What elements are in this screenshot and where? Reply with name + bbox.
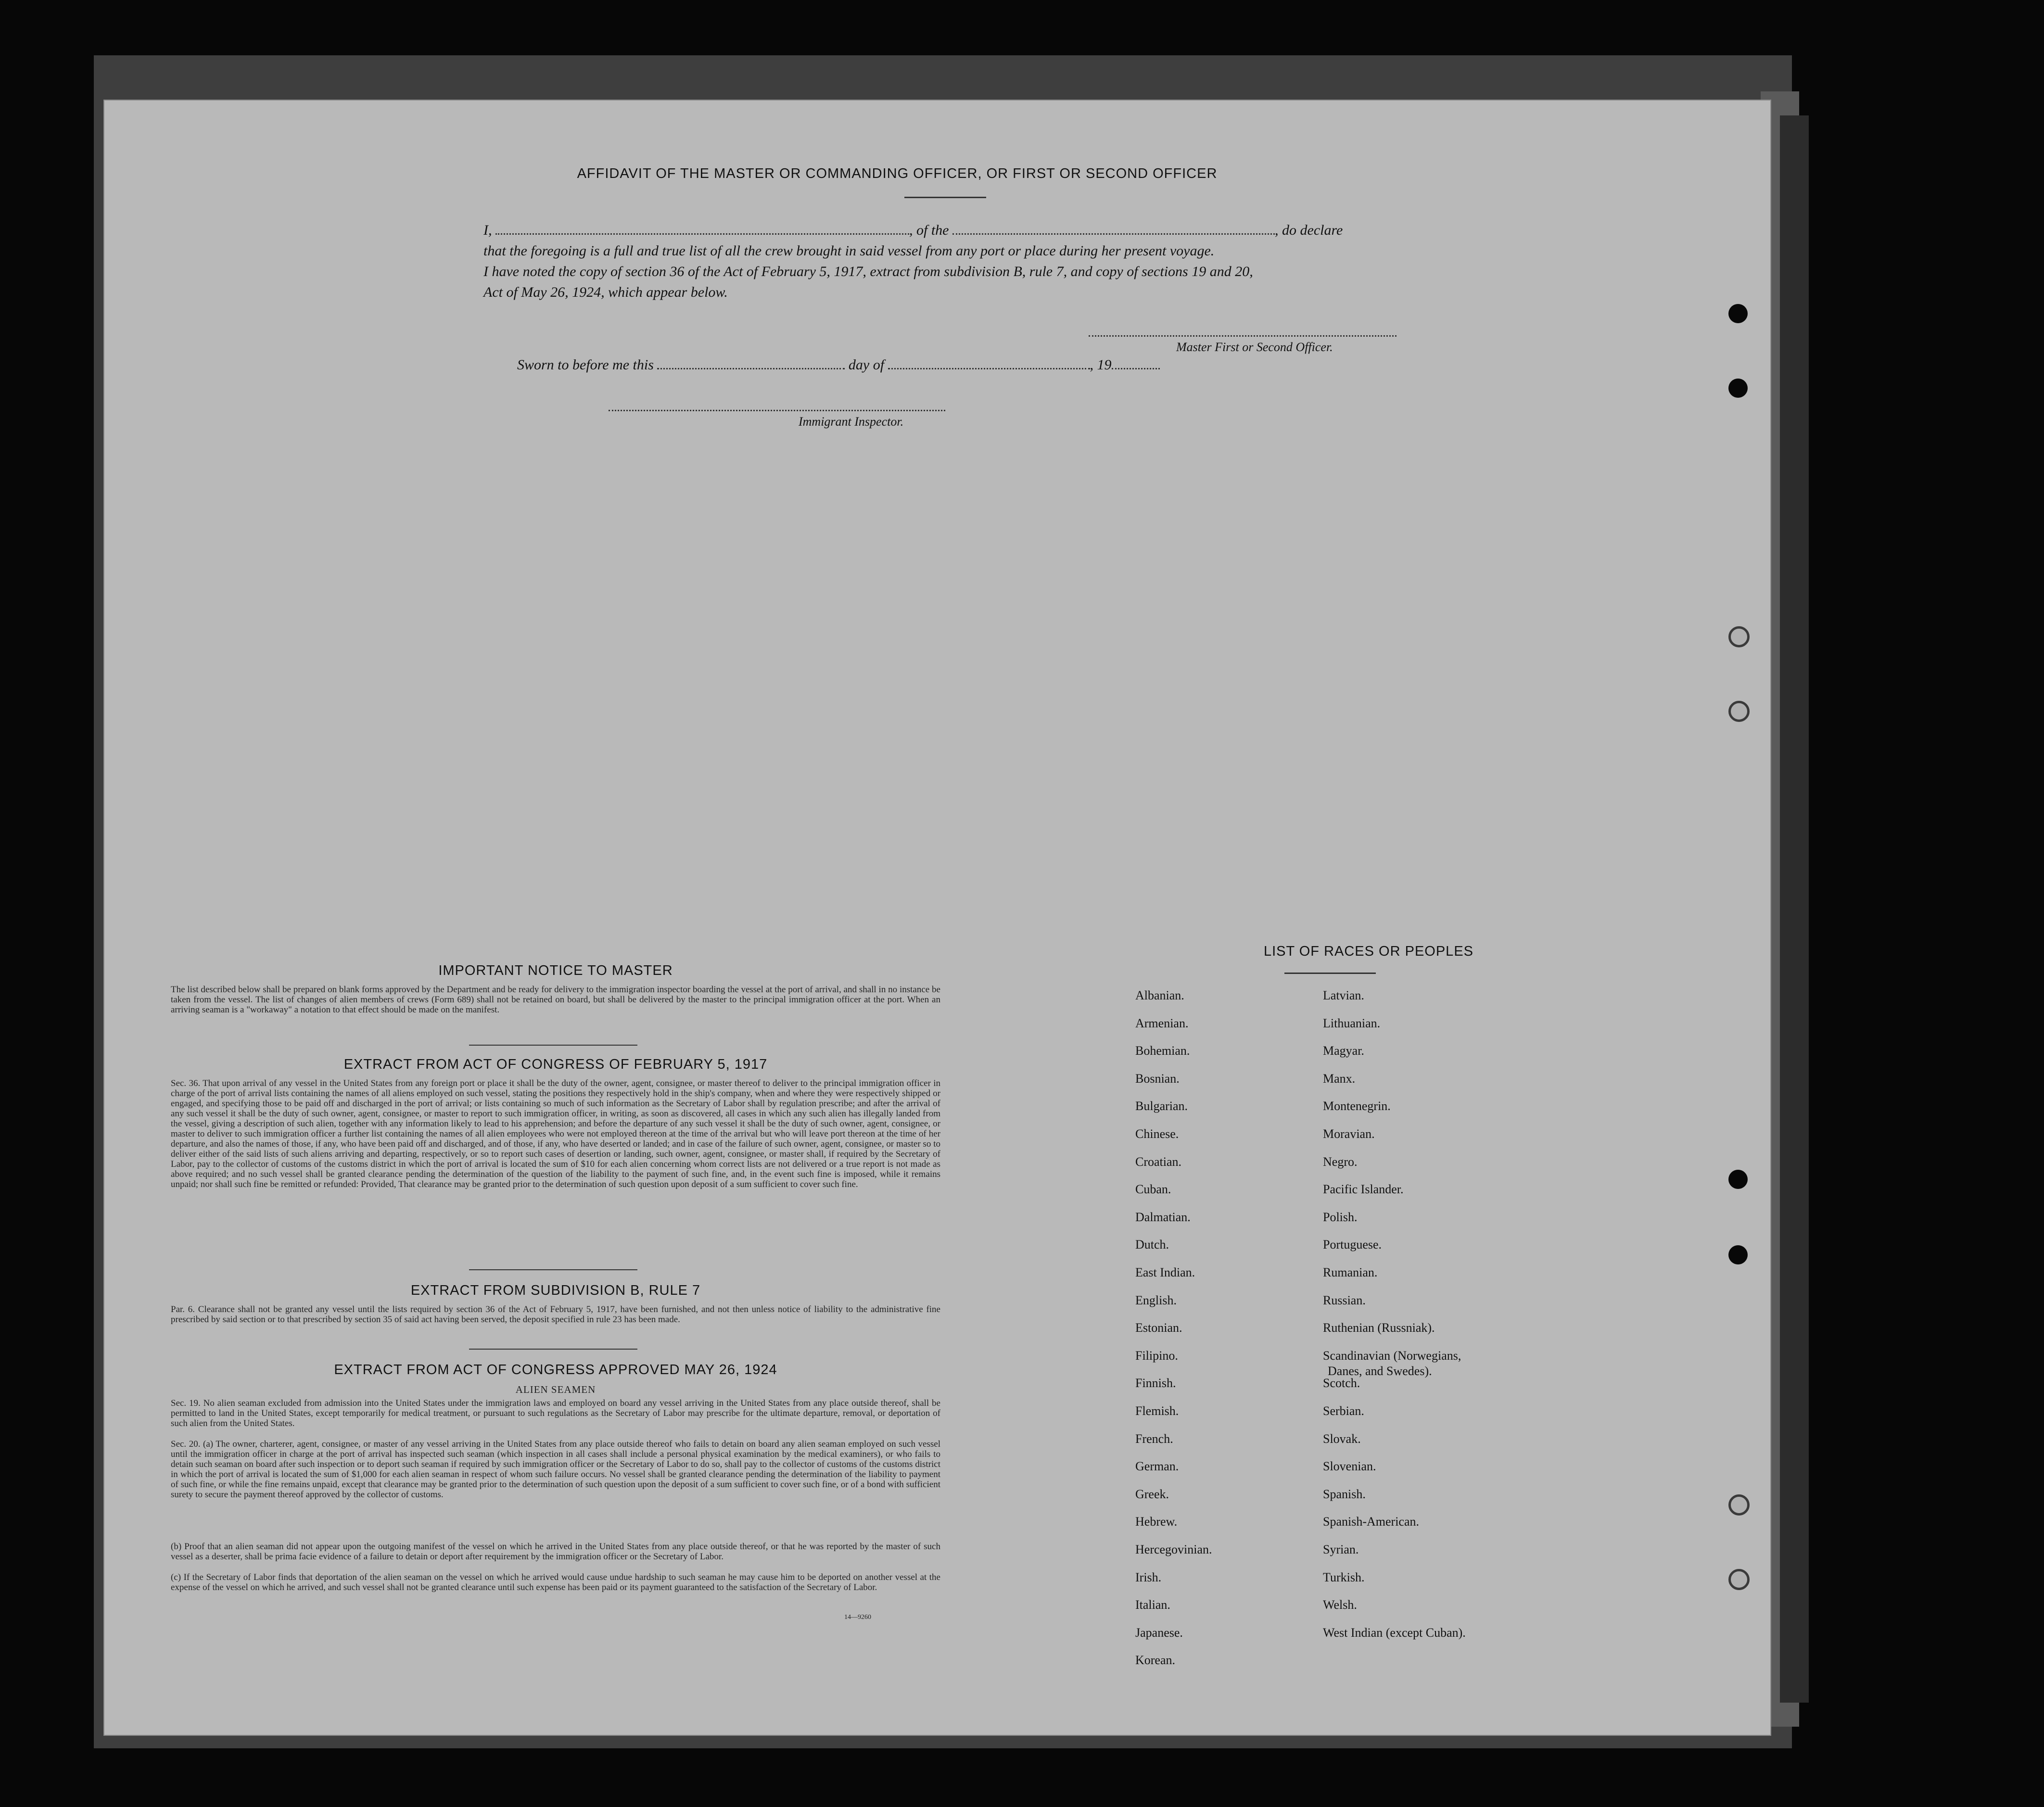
divider xyxy=(469,1349,637,1350)
race-item: Lithuanian. xyxy=(1323,1016,1381,1030)
race-item: Dalmatian. xyxy=(1135,1210,1191,1224)
sworn-line xyxy=(517,357,1160,373)
punch-ring xyxy=(1728,626,1750,647)
name-blank[interactable] xyxy=(495,233,909,235)
race-item: Cuban. xyxy=(1135,1182,1171,1197)
master-signature-line[interactable] xyxy=(1089,335,1397,337)
punch-hole xyxy=(1728,1245,1748,1264)
affidavit-line-1 xyxy=(483,222,1494,239)
race-item: Bulgarian. xyxy=(1135,1099,1188,1113)
race-item: Filipino. xyxy=(1135,1348,1178,1363)
affidavit-i: I, xyxy=(483,222,492,238)
year-blank[interactable] xyxy=(1112,368,1160,369)
sec-20b-text: (b) Proof that an alien seaman did not appear upon the outgoing manifest of the vessel on which he arrived in the United States from any place outside thereof, or that he was reported by the master of such vessel as a deserter, shall be prima facie evidence of a failure to detain or deport after requirement by the immigration officer or the Secretary of Labor. xyxy=(171,1542,940,1562)
affidavit-line-2: that the foregoing is a full and true list of all the crew brought in said vessel from any port or place during her present voyage. xyxy=(483,243,1215,259)
affidavit-line-3: I have noted the copy of section 36 of the Act of February 5, 1917, extract from subdivision B, rule 7, and copy of sections 19 and 20, xyxy=(483,264,1253,279)
document-page xyxy=(103,100,1771,1736)
race-item: Italian. xyxy=(1135,1598,1170,1612)
race-item: Japanese. xyxy=(1135,1625,1183,1640)
extract-1924-title: EXTRACT FROM ACT OF CONGRESS APPROVED MAY 26, 1924 xyxy=(334,1362,777,1377)
race-item: Slovenian. xyxy=(1323,1459,1376,1474)
punch-ring xyxy=(1728,701,1750,722)
sworn-text: Sworn to before me this xyxy=(517,357,654,373)
divider xyxy=(469,1269,637,1270)
affidavit-do-declare: , do declare xyxy=(1275,222,1343,238)
race-item: Hebrew. xyxy=(1135,1515,1178,1529)
sworn-month-blank[interactable] xyxy=(888,368,1090,369)
race-item: Negro. xyxy=(1323,1154,1358,1169)
extract-1917-text: Sec. 36. That upon arrival of any vessel in the United States from any foreign port or place it shall be the duty of the owner, agent, consignee, or master thereof to deliver to the principal immigration officer in charge of the port of arrival lists containing the names of all aliens employed on such vessel, stating the positions they respectively hold in the ship's company, when and where they were respectively shipped or engaged, and specifying those to be paid off and discharged in the port of arrival; or lists containing so much of such information as the Secretary of Labor shall by regulation prescribe; and after the arrival of any such vessel it shall be the duty of such owner, agent, consignee, or master to report to such immigration officer, in writing, as soon as discovered, all cases in which any such alien has illegally landed from the vessel, giving a description of such alien, together with any information likely to lead to his apprehension; and before the departure of any such vessel it shall be the duty of such owner, agent, consignee, or master to deliver to such immigration officer a further list containing the names of all alien employees who were not employed thereon at the time of the arrival but who will leave port thereon at the time of her departure, and also the names of those, if any, who have been paid off and discharged, and of those, if any, who have deserted or landed; and in case of the failure of such owner, agent, consignee, or master so to deliver either of the said lists of such aliens arriving and departing, respectively, or so to report such cases of desertion or landing, such owner, agent, consignee, or master shall, if required by the Secretary of Labor, pay to the collector of customs of the customs district in which the port of arrival is located the sum of $10 for each alien concerning whom correct lists are not delivered or a true report is not made as above required; and no such vessel shall be granted clearance pending the determination of the question of the liability to the payment of such fine, and, in the event such fine is imposed, while it remains unpaid; nor shall such fine be remitted or refunded: Provided, That clearance may be granted prior to the determination of such question upon deposit of a sum sufficient to cover such fine. xyxy=(171,1078,940,1189)
race-item: German. xyxy=(1135,1459,1179,1474)
form-number: 14—9260 xyxy=(844,1614,871,1621)
punch-hole xyxy=(1728,304,1748,323)
race-item: Irish. xyxy=(1135,1570,1162,1584)
race-item: Danes, and Swedes). xyxy=(1328,1364,1432,1378)
race-item: Magyar. xyxy=(1323,1044,1364,1058)
race-item: English. xyxy=(1135,1293,1177,1307)
race-item: Manx. xyxy=(1323,1071,1356,1086)
race-item: Rumanian. xyxy=(1323,1265,1378,1279)
inspector-signature-line[interactable] xyxy=(609,410,945,411)
race-item: Montenegrin. xyxy=(1323,1099,1391,1113)
race-item: Turkish. xyxy=(1323,1570,1365,1584)
race-item: Pacific Islander. xyxy=(1323,1182,1404,1197)
race-item: Croatian. xyxy=(1135,1154,1182,1169)
race-item: Dutch. xyxy=(1135,1238,1169,1252)
race-item: Scotch. xyxy=(1323,1376,1360,1390)
race-item: Korean. xyxy=(1135,1653,1176,1668)
race-item: Bosnian. xyxy=(1135,1071,1180,1086)
race-item: Russian. xyxy=(1323,1293,1366,1307)
notice-title: IMPORTANT NOTICE TO MASTER xyxy=(438,963,673,978)
race-item: Spanish-American. xyxy=(1323,1515,1420,1529)
sec-19-text: Sec. 19. No alien seaman excluded from admission into the United States under the immigration laws and employed on board any vessel arriving in the United States from any place outside thereof, shall be permitted to land in the United States, except temporarily for medical treatment, or pursuant to such regulations as the Secretary of Labor may prescribe for the ultimate departure, removal, or deportation of such alien from the United States. xyxy=(171,1398,940,1428)
inspector-label: Immigrant Inspector. xyxy=(799,415,904,429)
race-item: West Indian (except Cuban). xyxy=(1323,1625,1466,1640)
race-item: Armenian. xyxy=(1135,1016,1189,1030)
divider xyxy=(469,1045,637,1046)
race-item: East Indian. xyxy=(1135,1265,1195,1279)
race-item: Albanian. xyxy=(1135,988,1184,1002)
race-item: French. xyxy=(1135,1431,1173,1446)
race-item: Chinese. xyxy=(1135,1127,1179,1141)
race-item: Syrian. xyxy=(1323,1542,1359,1556)
alien-seamen-subtitle: ALIEN SEAMEN xyxy=(515,1384,596,1395)
rule-7-title: EXTRACT FROM SUBDIVISION B, RULE 7 xyxy=(410,1283,701,1298)
punch-hole xyxy=(1728,1170,1748,1189)
races-title: LIST OF RACES OR PEOPLES xyxy=(1263,944,1474,959)
race-item: Latvian. xyxy=(1323,988,1364,1002)
sworn-year: , 19 xyxy=(1090,357,1112,373)
race-item: Polish. xyxy=(1323,1210,1358,1224)
sec-20c-text: (c) If the Secretary of Labor finds that deportation of the alien seaman on the vessel on which he arrived would cause undue hardship to such seaman he may cause him to be deported on another vessel at the expense of the vessel on which he arrived, and such vessel shall not be granted clearance until such expense has been paid or its payment guaranteed to the satisfaction of the Secretary of Labor. xyxy=(171,1572,940,1592)
race-item: Hercegovinian. xyxy=(1135,1542,1212,1556)
notice-text: The list described below shall be prepared on blank forms approved by the Department and be ready for delivery to the immigration inspector boarding the vessel at the port of arrival, and shall in no instance be taken from the vessel. The list of changes of alien members of crews (Form 689) shall not be retained on board, but shall be delivered by the master to the principal immigration officer at the port. When an arriving seaman is a "workaway" a notation to that effect should be made on the manifest. xyxy=(171,985,940,1015)
race-item: Scandinavian (Norwegians, xyxy=(1323,1348,1461,1363)
race-item: Portuguese. xyxy=(1323,1238,1382,1252)
race-item: Serbian. xyxy=(1323,1404,1364,1418)
punch-ring xyxy=(1728,1494,1750,1516)
extract-1917-title: EXTRACT FROM ACT OF CONGRESS OF FEBRUARY 5, 1917 xyxy=(343,1057,768,1072)
race-item: Slovak. xyxy=(1323,1431,1361,1446)
affidavit-line-4: Act of May 26, 1924, which appear below. xyxy=(483,284,728,300)
divider xyxy=(904,197,986,198)
sworn-date-blank[interactable] xyxy=(657,368,845,369)
race-item: Finnish. xyxy=(1135,1376,1176,1390)
punch-ring xyxy=(1728,1569,1750,1590)
back-sheet-edge-2 xyxy=(1780,115,1809,1703)
race-item: Flemish. xyxy=(1135,1404,1179,1418)
vessel-blank[interactable] xyxy=(952,233,1275,235)
race-item: Estonian. xyxy=(1135,1321,1182,1335)
race-item: Spanish. xyxy=(1323,1487,1366,1501)
punch-hole xyxy=(1728,379,1748,398)
affidavit-of-the: , of the xyxy=(909,222,949,238)
race-item: Welsh. xyxy=(1323,1598,1357,1612)
sec-20a-text: Sec. 20. (a) The owner, charterer, agent, consignee, or master of any vessel arriving in the United States from any place outside thereof who fails to detain on board any alien seaman employed on such vessel until the immigration officer in charge at the port of arrival has inspected such seaman (which inspection in all cases shall include a personal physical examination by the medical examiners), or who fails to detain such seaman on board after such inspection or to deport such seaman if required by such immigration officer or the Secretary of Labor to do so, shall pay to the collector of customs of the customs district in which the port of arrival is located the sum of $1,000 for each alien seaman in respect of whom such failure occurs. No vessel shall be granted clearance pending the determination of the liability to payment of such fine, or while the fine remains unpaid, except that clearance may be granted prior to the determination of such question upon the deposit of a sum sufficient to cover such fine, or of a bond with sufficient surety to secure the payment thereof approved by the collector of customs. xyxy=(171,1439,940,1500)
rule-7-text: Par. 6. Clearance shall not be granted any vessel until the lists required by section 36 of the Act of February 5, 1917, have been furnished, and not then unless notice of liability to the administrative fine prescribed by said section or to that prescribed by section 35 of said act having been served, the deposit specified in rule 23 has been made. xyxy=(171,1304,940,1325)
sworn-day-of: day of xyxy=(848,357,885,373)
race-item: Moravian. xyxy=(1323,1127,1375,1141)
race-item: Ruthenian (Russniak). xyxy=(1323,1321,1435,1335)
race-item: Bohemian. xyxy=(1135,1044,1190,1058)
divider xyxy=(1284,973,1376,974)
affidavit-title: AFFIDAVIT OF THE MASTER OR COMMANDING OFFICER, OR FIRST OR SECOND OFFICER xyxy=(577,166,1218,181)
master-signature-label: Master First or Second Officer. xyxy=(1176,340,1333,354)
race-item: Greek. xyxy=(1135,1487,1169,1501)
